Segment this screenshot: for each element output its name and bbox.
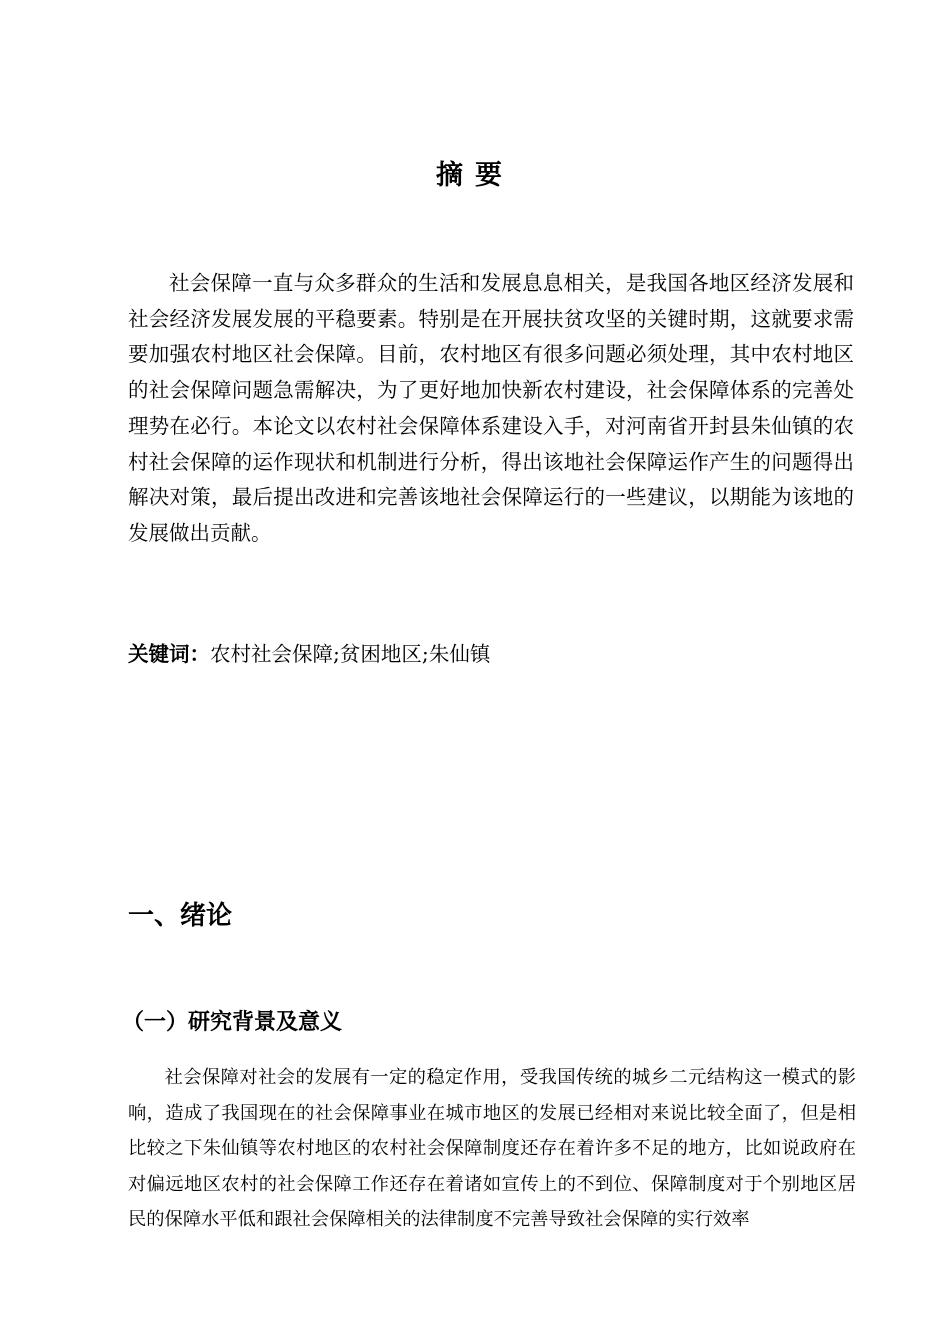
- abstract-title: 摘要: [436, 160, 514, 191]
- section-paragraph: 社会保障对社会的发展有一定的稳定作用，受我国传统的城乡二元结构这一模式的影响，造成了我国现在的社会保障事业在城市地区的发展已经相对来说比较全面了，但是相比较之下朱仙镇等农村地区的农村社会保障制度还存在着许多不足的地方，比如说政府在对偏远地区农村的社会保障工作还存在着诸如宣传上的不到位、保障制度对于个别地区居民的保障水平低和跟社会保障相关的法律制度不完善导致社会保障的实行效率: [128, 1067, 856, 1231]
- keywords-label: 关键词：: [128, 642, 210, 666]
- keywords-value: 农村社会保障;贫困地区;朱仙镇: [210, 642, 491, 666]
- chapter-heading: 一、绪论: [128, 901, 233, 931]
- abstract-paragraph: 社会保障一直与众多群众的生活和发展息息相关，是我国各地区经济发展和社会经济发展发展的平稳要素。特别是在开展扶贫攻坚的关键时期，这就要求需要加强农村地区社会保障。目前，农村地区有很多问题必须处理，其中农村地区的社会保障问题急需解决，为了更好地加快新农村建设，社会保障体系的完善处理势在必行。本论文以农村社会保障体系建设入手，对河南省开封县朱仙镇的农村社会保障的运作现状和机制进行分析，得出该地社会保障运作产生的问题得出解决对策，最后提出改进和完善该地社会保障运行的一些建议，以期能为该地的发展做出贡献。: [128, 271, 854, 545]
- section-heading: （一）研究背景及意义: [122, 1010, 343, 1035]
- keywords-line: [128, 638, 854, 670]
